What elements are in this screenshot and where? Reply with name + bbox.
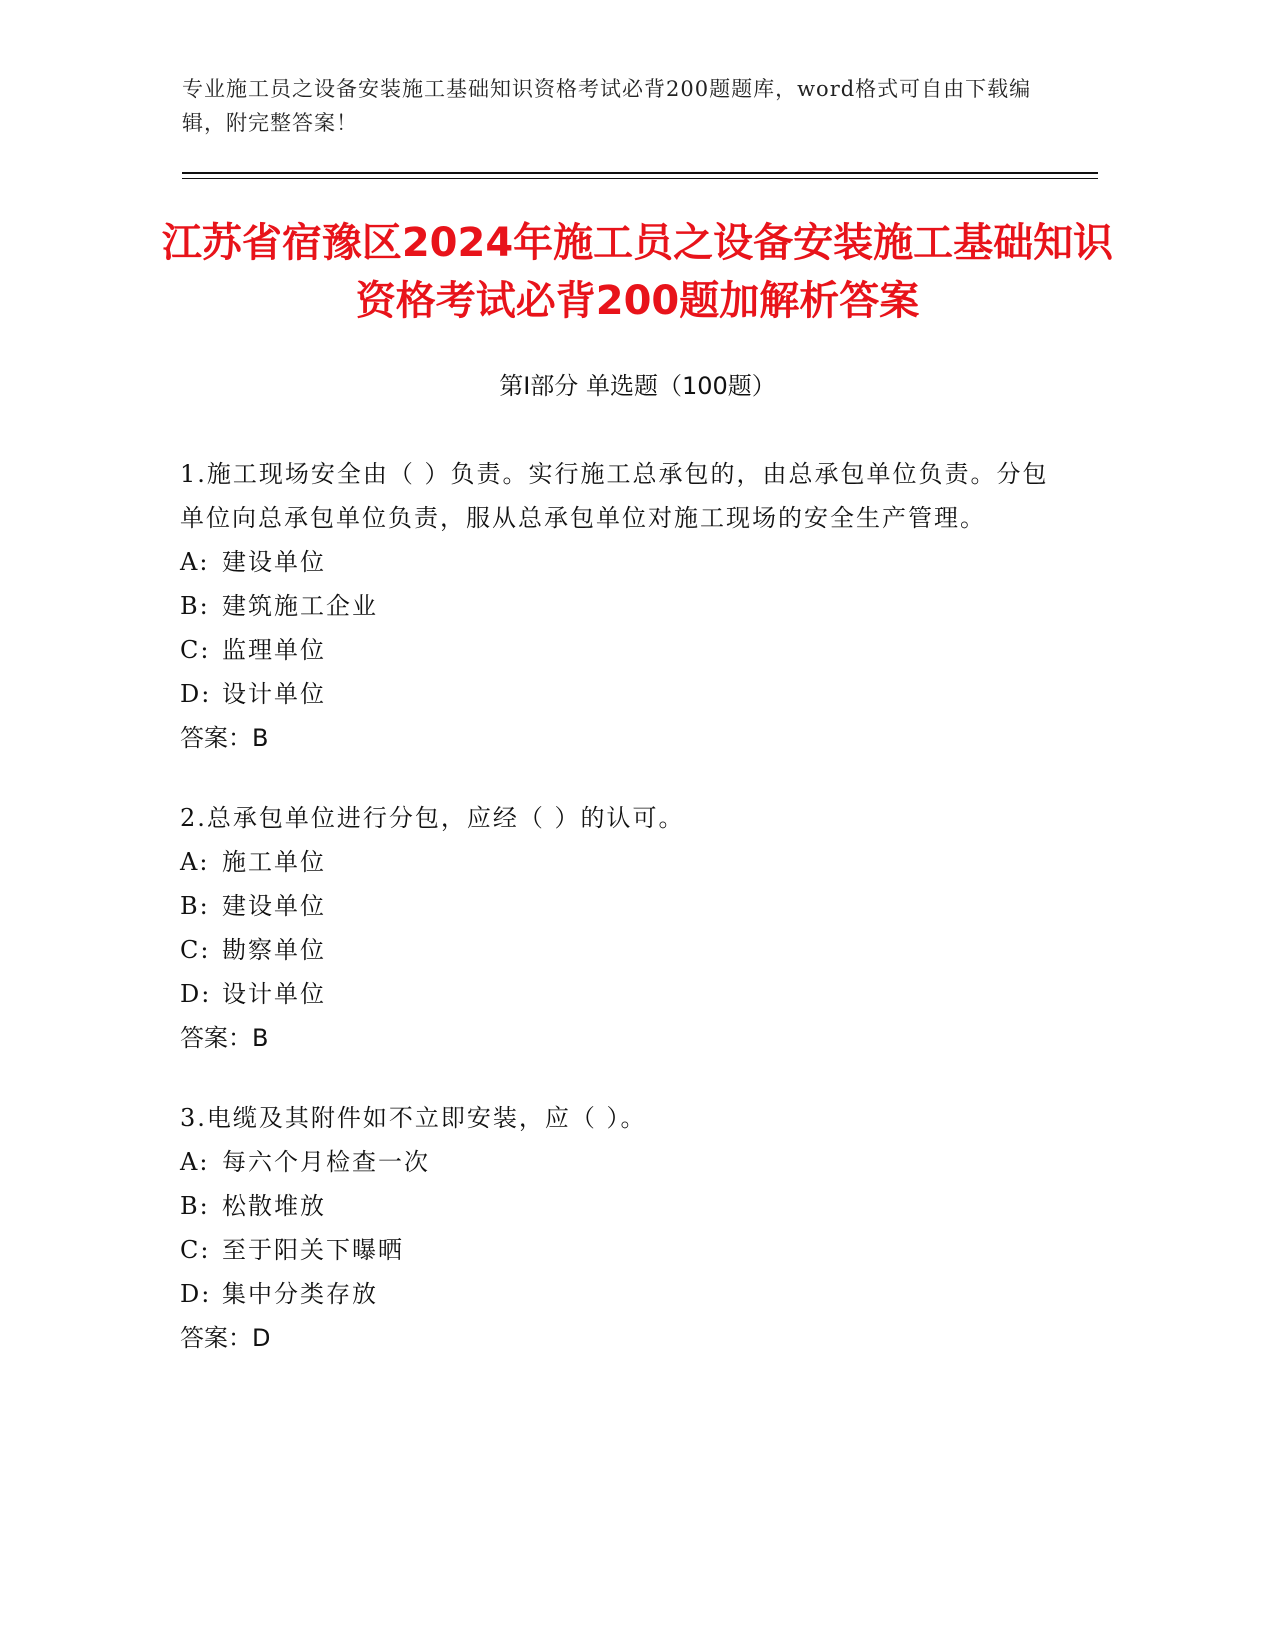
option-d (180, 672, 1050, 716)
option-a (180, 840, 1050, 884)
option-letter: D: (180, 1280, 212, 1308)
option-text: 设计单位 (222, 980, 326, 1008)
option-letter: C: (180, 636, 211, 664)
option-letter: D: (180, 980, 212, 1008)
option-text: 建设单位 (222, 548, 326, 576)
option-letter: A: (180, 1148, 210, 1176)
section-heading: 第Ⅰ部分 单选题（100题） (499, 372, 776, 400)
option-a (180, 1140, 1050, 1184)
option-text: 至于阳关下曝晒 (222, 1236, 404, 1264)
option-text: 松散堆放 (222, 1192, 326, 1220)
option-d (180, 972, 1050, 1016)
header-divider-thick (182, 172, 1098, 174)
question-list (180, 452, 1050, 1396)
option-letter: A: (180, 548, 210, 576)
question-stem: 2.总承包单位进行分包，应经（ ）的认可。 (180, 804, 685, 832)
option-letter: B: (180, 1192, 210, 1220)
question-3 (180, 1096, 1050, 1360)
option-letter: B: (180, 892, 210, 920)
option-c (180, 928, 1050, 972)
option-a (180, 540, 1050, 584)
option-b (180, 584, 1050, 628)
question-1 (180, 452, 1050, 760)
option-text: 建筑施工企业 (222, 592, 378, 620)
option-b (180, 884, 1050, 928)
answer-line: 答案：B (180, 724, 269, 752)
option-letter: C: (180, 1236, 211, 1264)
option-text: 每六个月检查一次 (222, 1148, 430, 1176)
option-letter: A: (180, 848, 210, 876)
option-letter: D: (180, 680, 212, 708)
option-text: 建设单位 (222, 892, 326, 920)
option-text: 集中分类存放 (222, 1280, 378, 1308)
question-2 (180, 796, 1050, 1060)
answer-line: 答案：B (180, 1024, 269, 1052)
header-note: 专业施工员之设备安装施工基础知识资格考试必背200题题库，word格式可自由下载编辑，附完整答案！ (182, 77, 1032, 135)
option-letter: C: (180, 936, 211, 964)
option-c (180, 628, 1050, 672)
option-d (180, 1272, 1050, 1316)
option-letter: B: (180, 592, 210, 620)
option-c (180, 1228, 1050, 1272)
question-stem: 3.电缆及其附件如不立即安装，应（ ）。 (180, 1104, 647, 1132)
option-text: 施工单位 (222, 848, 326, 876)
option-text: 设计单位 (222, 680, 326, 708)
document-title: 江苏省宿豫区2024年施工员之设备安装施工基础知识资格考试必背200题加解析答案 (161, 220, 1114, 324)
question-stem: 1.施工现场安全由（ ）负责。实行施工总承包的，由总承包单位负责。分包单位向总承包单位负责，服从总承包单位对施工现场的安全生产管理。 (180, 460, 1049, 532)
option-b (180, 1184, 1050, 1228)
answer-line: 答案：D (180, 1324, 271, 1352)
option-text: 勘察单位 (222, 936, 326, 964)
option-text: 监理单位 (222, 636, 326, 664)
header-divider-thin (182, 178, 1098, 179)
